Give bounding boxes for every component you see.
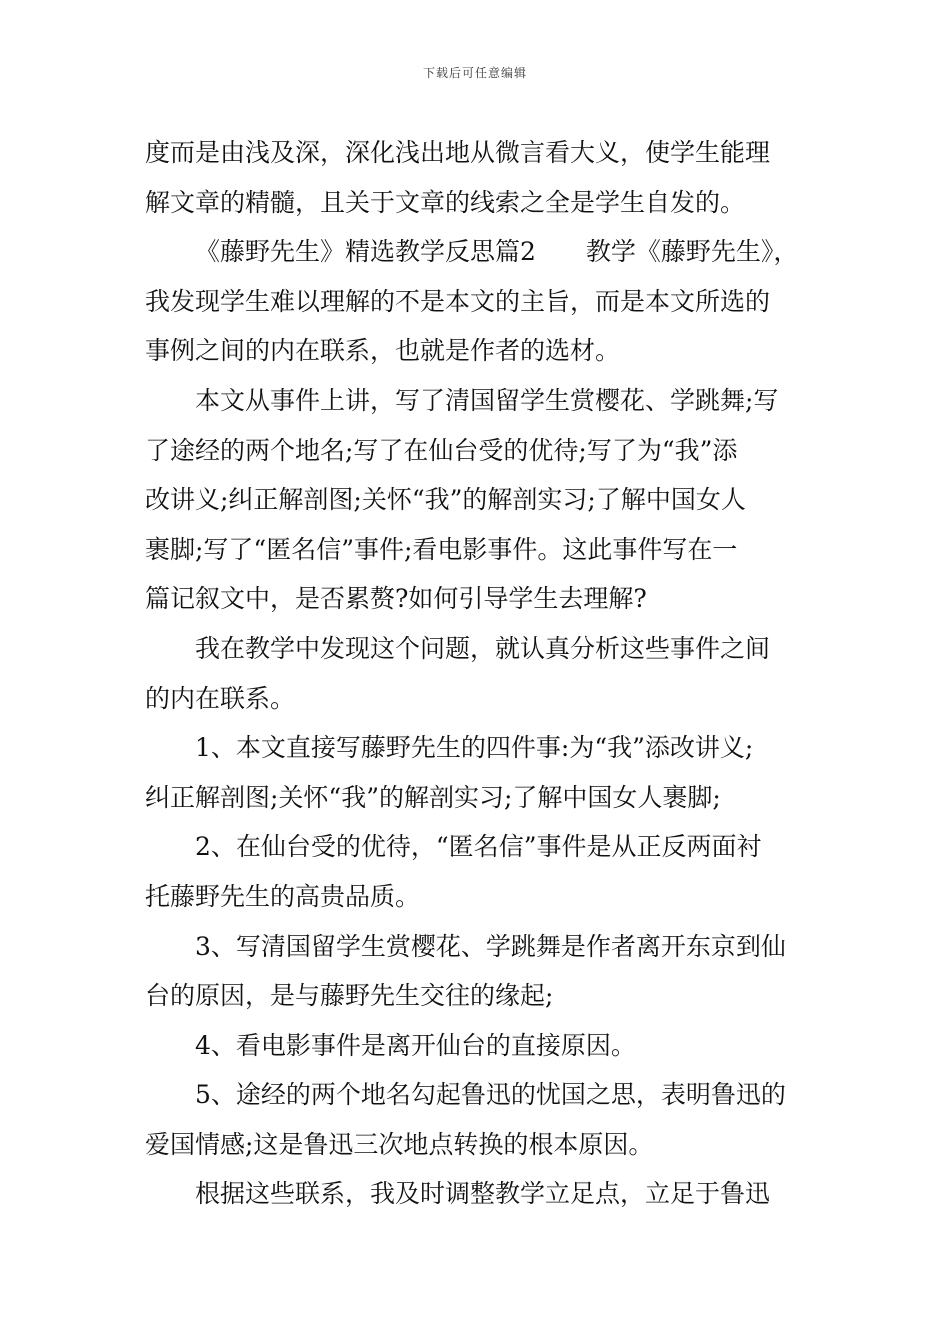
text-line: 2、在仙台受的优待，“匿名信”事件是从正反两面衬	[195, 832, 762, 862]
text-line: 改讲义;纠正解剖图;关怀“我”的解剖实习;了解中国女人	[145, 485, 746, 515]
text-line: 我发现学生难以理解的不是本文的主旨，而是本文所选的	[145, 286, 771, 316]
text-line: 根据这些联系，我及时调整教学立足点，立足于鲁迅	[195, 1179, 771, 1209]
text-line: 解文章的精髓，且关于文章的线索之全是学生自发的。	[145, 187, 746, 217]
text-line: 本文从事件上讲，写了清国留学生赏樱花、学跳舞;写	[195, 385, 779, 415]
text-line: 《藤野先生》精选教学反思篇2 教学《藤野先生》，	[195, 237, 799, 267]
text-line: 事例之间的内在联系，也就是作者的选材。	[145, 336, 621, 366]
text-line: 1、本文直接写藤野先生的四件事:为“我”添改讲义;	[195, 733, 754, 763]
page-header: 下载后可任意编辑	[422, 66, 527, 80]
text-line: 的内在联系。	[145, 683, 296, 713]
text-line: 度而是由浅及深，深化浅出地从微言看大义，使学生能理	[145, 138, 771, 167]
text-line: 纠正解剖图;关怀“我”的解剖实习;了解中国女人裹脚;	[145, 782, 721, 812]
text-line: 台的原因，是与藤野先生交往的缘起;	[145, 981, 554, 1011]
document-body	[145, 128, 810, 1219]
text-line: 3、写清国留学生赏樱花、学跳舞是作者离开东京到仙	[195, 931, 786, 961]
text-line: 了途经的两个地名;写了在仙台受的优待;写了为“我”添	[145, 435, 738, 465]
text-line: 裹脚;写了“匿名信”事件;看电影事件。这此事件写在一	[145, 534, 738, 564]
text-line: 篇记叙文中，是否累赘?如何引导学生去理解?	[145, 584, 647, 614]
text-line: 4、看电影事件是离开仙台的直接原因。	[195, 1030, 636, 1060]
text-line: 托藤野先生的高贵品质。	[145, 881, 421, 911]
text-line: 爱国情感;这是鲁迅三次地点转换的根本原因。	[145, 1129, 654, 1159]
text-line: 我在教学中发现这个问题，就认真分析这些事件之间	[195, 633, 771, 663]
text-line: 5、途经的两个地名勾起鲁迅的忧国之思，表明鲁迅的	[195, 1080, 786, 1110]
